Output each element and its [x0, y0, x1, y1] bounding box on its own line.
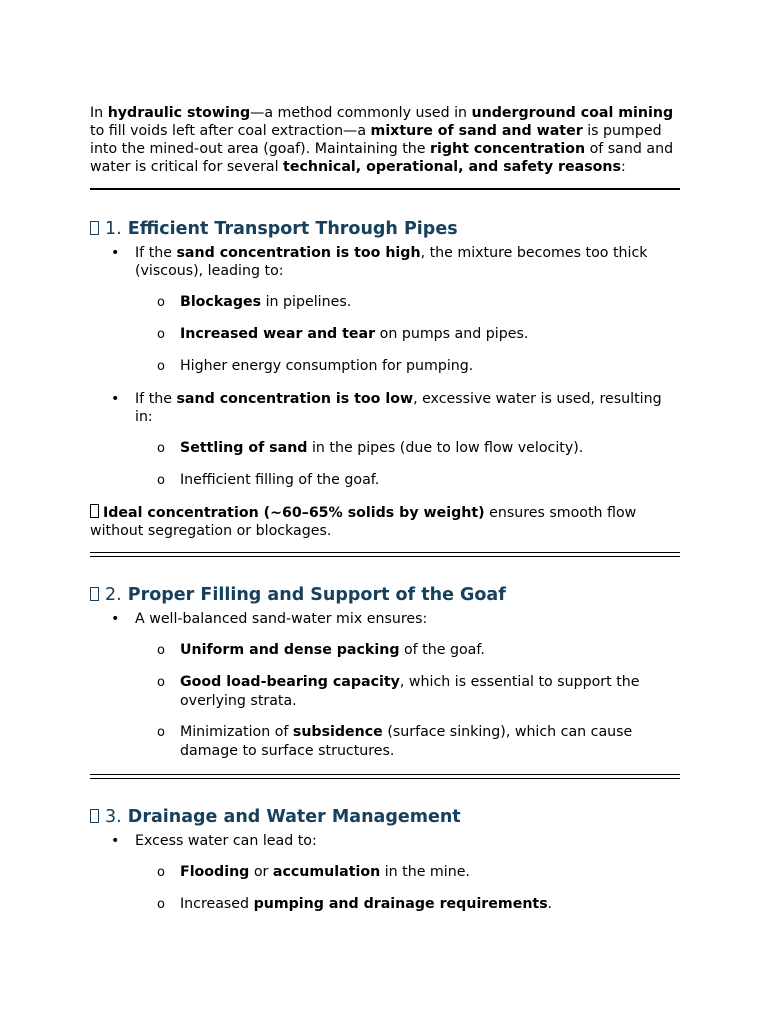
sub-bullet-marker: o [157, 865, 165, 880]
section-number: 2. [105, 585, 122, 605]
section-number: 1. [105, 219, 122, 239]
sub-bullet-marker: o [157, 897, 165, 912]
missing-glyph-icon [90, 587, 99, 601]
bullet-marker: • [111, 245, 120, 261]
bold-text: Uniform and dense packing [180, 642, 400, 658]
bold-text: Flooding [180, 864, 250, 880]
intro-bold: hydraulic stowing [107, 105, 251, 121]
sub-list-item [90, 439, 680, 458]
text: If the [135, 245, 177, 261]
section-title: Drainage and Water Management [127, 807, 461, 827]
text: A well-balanced sand-water mix ensures: [135, 611, 428, 627]
ideal-concentration-note [90, 504, 680, 540]
text: in pipelines. [261, 294, 352, 310]
sub-list-item [90, 863, 680, 882]
intro-bold: underground coal mining [471, 105, 674, 121]
bold-text: sand concentration is too high [176, 245, 421, 261]
section-2-heading [90, 584, 680, 606]
sub-bullet-marker: o [157, 441, 165, 456]
sub-list-item [90, 895, 680, 914]
missing-glyph-icon [90, 504, 99, 518]
sub-list-item [90, 293, 680, 312]
sub-list-item [90, 641, 680, 660]
text: of the goaf. [399, 642, 485, 658]
sub-bullet-marker: o [157, 643, 165, 658]
bold-text: Ideal concentration (~60–65% solids by weight) [103, 505, 485, 521]
section-title: Efficient Transport Through Pipes [127, 219, 458, 239]
intro-text: In [90, 105, 108, 121]
text: If the [135, 391, 177, 407]
list-item [90, 244, 680, 280]
sub-list-item [90, 723, 680, 761]
text: Increased [180, 896, 254, 912]
bold-text: Settling of sand [180, 440, 308, 456]
bold-text: sand concentration is too low [176, 391, 414, 407]
divider [90, 188, 680, 190]
sub-list-item [90, 357, 680, 376]
text: on pumps and pipes. [375, 326, 529, 342]
section-1-heading [90, 218, 680, 240]
text: Inefficient filling of the goaf. [180, 472, 380, 488]
double-divider [90, 774, 680, 779]
text: , excessive water is used, resulting in: [135, 391, 662, 425]
text: (surface sinking), which can cause damage to surface structures. [180, 724, 633, 759]
intro-paragraph [90, 104, 680, 176]
intro-bold: mixture of sand and water [370, 123, 583, 139]
bold-text: pumping and drainage requirements [253, 896, 548, 912]
text: ensures smooth flow without segregation or blockages. [90, 505, 637, 539]
bullet-marker: • [111, 833, 120, 849]
intro-text: is pumped into the mined-out area (goaf). Maintaining the [90, 123, 662, 157]
text: in the mine. [380, 864, 470, 880]
text: . [547, 896, 553, 912]
intro-text: : [620, 159, 626, 175]
text: , the mixture becomes too thick (viscous), leading to: [135, 245, 648, 279]
sub-list-item [90, 325, 680, 344]
text: , which is essential to support the overlying strata. [180, 674, 640, 709]
bold-text: Good load-bearing capacity [180, 674, 400, 690]
intro-bold: right concentration [430, 141, 586, 157]
section-number: 3. [105, 807, 122, 827]
text: Excess water can lead to: [135, 833, 317, 849]
sub-bullet-marker: o [157, 675, 165, 690]
bold-text: Blockages [180, 294, 262, 310]
missing-glyph-icon [90, 221, 99, 235]
missing-glyph-icon [90, 809, 99, 823]
bold-text: accumulation [272, 864, 381, 880]
intro-text: —a method commonly used in [250, 105, 472, 121]
sub-bullet-marker: o [157, 327, 165, 342]
section-3-heading [90, 806, 680, 828]
double-divider [90, 552, 680, 557]
intro-bold: technical, operational, and safety reasons [283, 159, 621, 175]
text: Minimization of [180, 724, 293, 740]
text: Higher energy consumption for pumping. [180, 358, 474, 374]
bullet-marker: • [111, 611, 120, 627]
sub-bullet-marker: o [157, 359, 165, 374]
bold-text: Increased wear and tear [180, 326, 376, 342]
bullet-marker: • [111, 391, 120, 407]
sub-bullet-marker: o [157, 295, 165, 310]
list-item [90, 390, 680, 426]
intro-text: of sand and water is critical for several [90, 141, 674, 175]
sub-list-item [90, 471, 680, 490]
bold-text: subsidence [292, 724, 383, 740]
document-page [90, 104, 680, 914]
text: or [249, 864, 273, 880]
section-title: Proper Filling and Support of the Goaf [127, 585, 506, 605]
sub-list-item [90, 673, 680, 711]
text: in the pipes (due to low flow velocity). [307, 440, 584, 456]
sub-bullet-marker: o [157, 473, 165, 488]
list-item [90, 610, 680, 628]
sub-bullet-marker: o [157, 725, 165, 740]
intro-text: to fill voids left after coal extraction—a [90, 123, 371, 139]
list-item [90, 832, 680, 850]
